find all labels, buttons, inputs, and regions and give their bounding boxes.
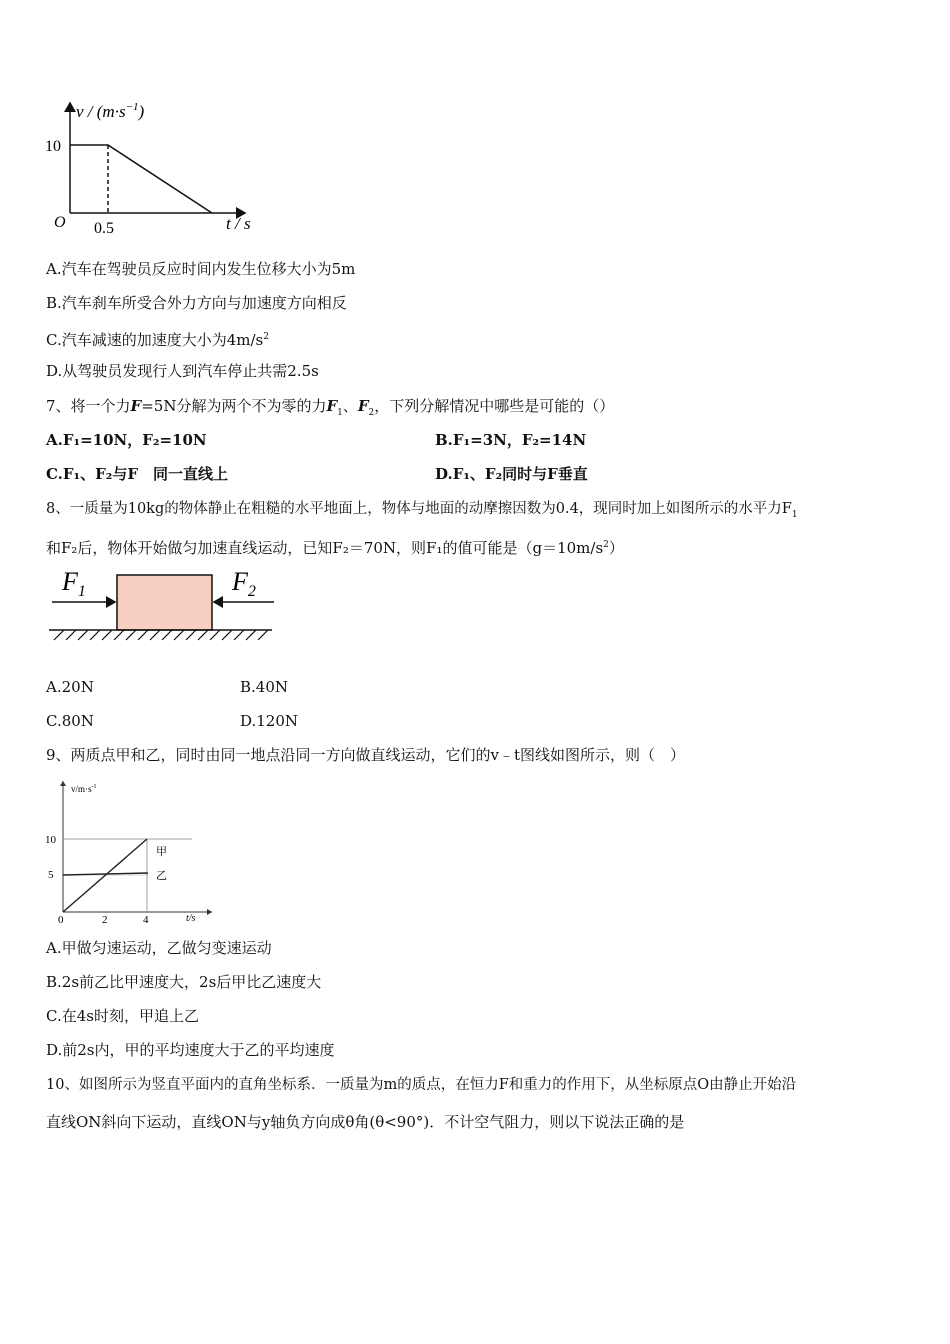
q8-option-a: A.20N: [46, 678, 94, 696]
q8-option-c: C.80N: [46, 712, 94, 730]
q8-option-b: B.40N: [240, 678, 289, 696]
q7-option-a: A.F₁=10N，F₂=10N: [46, 431, 207, 449]
q10-stem-line1: 10、如图所示为竖直平面内的直角坐标系．一质量为m的质点，在恒力F和重力的作用下，从坐标原点O由静止开始沿: [46, 1077, 797, 1093]
x-axis-label: t / s: [226, 214, 251, 233]
q7-stem: 7、将一个力F=5N分解为两个不为零的力$F_1$、$F_2$，下列分解情况中哪些是可能的（）: [46, 397, 615, 418]
series-jia-line: [63, 839, 147, 912]
y-tick-5: 5: [48, 869, 54, 881]
q7-option-d: D.F₁、F₂同时与F垂直: [435, 465, 588, 483]
q6-option-b: B.汽车刹车所受合外力方向与加速度方向相反: [46, 294, 347, 312]
velocity-line: [70, 145, 212, 213]
q9-option-c: C.在4s时刻，甲追上乙: [46, 1007, 199, 1025]
q6-option-d: D.从驾驶员发现行人到汽车停止共需2.5s: [46, 362, 319, 380]
block: [117, 575, 212, 630]
q6-option-a: A.汽车在驾驶员反应时间内发生位移大小为5m: [46, 260, 356, 278]
q8-stem-line1: 8、一质量为10kg的物体静止在粗糙的水平地面上，物体与地面的动摩擦因数为0.4，现同时加上如图所示的水平力$F_1$: [46, 501, 798, 520]
f1-label: $F_1$: [62, 567, 86, 600]
q9-option-a: A.甲做匀速运动，乙做匀变速运动: [46, 939, 272, 957]
vt-graph-figure: [40, 95, 280, 245]
q9-stem: 9、两质点甲和乙，同时由同一地点沿同一方向做直线运动，它们的v﹣t图线如图所示，则（ ）: [46, 746, 686, 764]
x-tick-0: 0: [58, 914, 64, 926]
x-tick-0.5: 0.5: [94, 220, 114, 237]
q10-stem-line2: 直线ON斜向下运动，直线ON与y轴负方向成θ角(θ<90°)．不计空气阻力，则以下说法正确的是: [46, 1113, 685, 1131]
y-tick-10: 10: [45, 138, 61, 155]
f2-label: $F_2$: [232, 567, 256, 600]
q7-option-c: C.F₁、F₂与F 同一直线上: [46, 465, 228, 483]
vt-graph-jia-yi: [42, 777, 222, 927]
series-jia-label: 甲: [156, 846, 167, 858]
y-tick-10: 10: [45, 834, 56, 846]
origin-label: O: [54, 214, 66, 231]
series-yi-label: 乙: [156, 870, 167, 882]
q7-option-b: B.F₁=3N，F₂=14N: [435, 431, 587, 449]
q6-option-c: C.汽车减速的加速度大小为$4m/s^2$: [46, 331, 269, 349]
q8-option-d: D.120N: [240, 712, 299, 730]
q9-option-d: D.前2s内，甲的平均速度大于乙的平均速度: [46, 1041, 335, 1059]
x-axis-label: t/s: [186, 913, 196, 924]
ground-hatching: [54, 630, 268, 640]
x-tick-2: 2: [102, 914, 108, 926]
q8-stem-line2: 和F₂后，物体开始做匀加速直线运动，已知F₂＝70N，则F₁的值可能是$(g=10m/s^2)$: [46, 539, 624, 557]
q9-option-b: B.2s前乙比甲速度大，2s后甲比乙速度大: [46, 973, 322, 991]
y-axis-label: $v/m\cdot s^{-1}$: [71, 784, 97, 794]
y-axis-label: $v / (m\cdot s^{-1})$: [76, 101, 145, 121]
x-tick-4: 4: [143, 914, 149, 926]
force-block-figure: [44, 562, 284, 646]
